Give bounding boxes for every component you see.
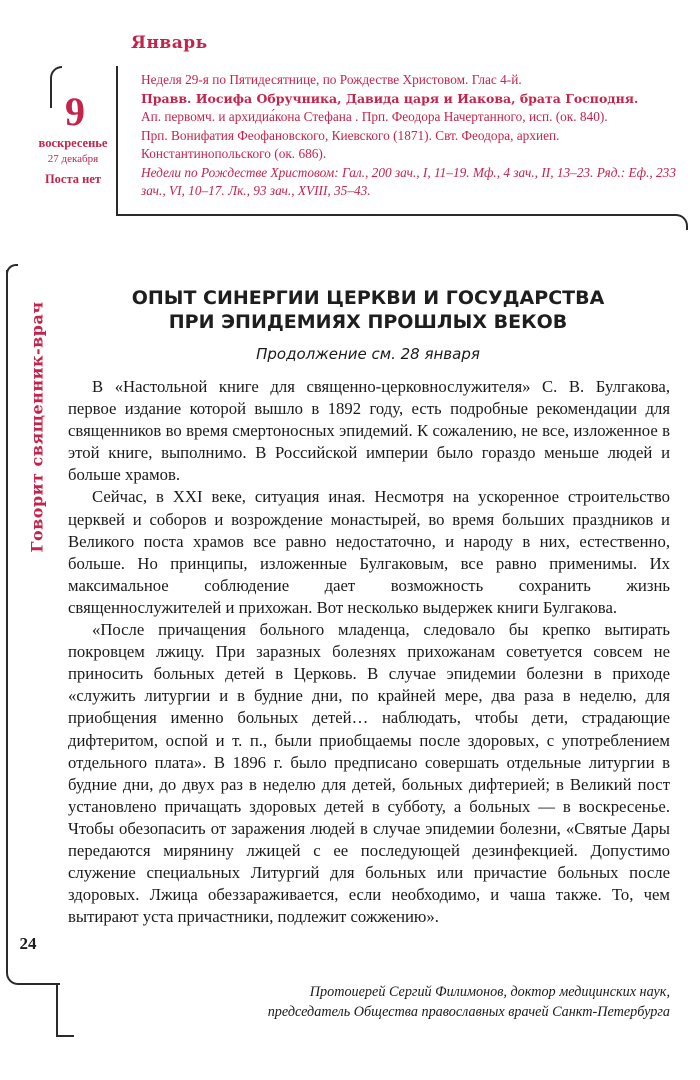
author-signature: [120, 983, 670, 1022]
old-style-date: 27 декабря: [47, 153, 99, 165]
frame-divider-horizontal: [116, 214, 676, 216]
side-frame-bottom: [6, 963, 60, 985]
article-title-line2: ПРИ ЭПИДЕМИЯХ ПРОШЛЫХ ВЕКОВ: [168, 311, 568, 333]
signature-line2: председатель Общества православных врачей Санкт-Петербурга: [267, 1003, 670, 1020]
article-paragraph: В «Настольной книге для священно-церковнослужителя» С. В. Булгакова, первое издание которой вышло в 1892 году, есть подробные рекомендации для священников во время смертоносных эпидемий. К сожалению, не все, изложенное в этой книге, выполнимо. В Российской империи было гораздо меньше людей и больше храмов.: [68, 377, 670, 485]
signature-line1: Протоиерей Сергий Филимонов, доктор медицинских наук,: [309, 984, 670, 1000]
side-frame-line-lower: [56, 983, 58, 1037]
side-frame-line: [6, 270, 8, 970]
side-frame-foot: [56, 1035, 74, 1037]
article-paragraph: «После причащения больного младенца, следовало бы крепко вытирать покровцем лжицу. При заразных болезнях прихожанам советуется совсем не приносить больных детей в Церковь. В случае эпидемии болезни в приходе «служить литургии и в будние дни, по крайней мере, два раза в неделю, для приобщения именно больных детей… наблюдать, чтобы дети, страдающие дифтеритом, оспой и т. п., были приобщаемы после здоровых, с употреблением отдельного плата». В 1896 г. было предписано совершать отдельные литургии в будние дни, до двух раз в неделю для детей, больных дифтерией; в Великий пост установлено причащать здоровых детей в субботу, а больных — в воскресенье. Чтобы обезопасить от заражения людей в случае эпидемии болезни, «Святые Дары передаются мирянину лжицей с ее последующей дезинфекцией. Допустимо служение специальных Литургий для больных или причастие больных после здоровых. Лжица обеззараживается, если необходимо, и чаша также. То, чем вытирают уста причастники, подлежит сожжению».: [68, 620, 670, 927]
article-title-line1: ОПЫТ СИНЕРГИИ ЦЕРКВИ И ГОСУДАРСТВА: [131, 287, 605, 309]
article-subtitle: Продолжение см. 28 января: [256, 345, 480, 363]
calendar-line-stephen: Ап. первомч. и архидиа́кона Стефана . Прп. Феодора Начертанного, исп. (ок. 840).: [141, 109, 608, 124]
weekday: воскресенье: [38, 136, 108, 150]
frame-divider-vertical: [116, 66, 118, 216]
day-number: 9: [65, 89, 85, 134]
section-label-vertical: [25, 297, 49, 557]
calendar-entries: [141, 71, 681, 201]
article-body: [68, 376, 670, 928]
calendar-line-saints: Правв. Иосифа Обручника, Давида царя и Иакова, брата Господня.: [141, 90, 639, 106]
section-label-text: Говорит священник-врач: [27, 301, 47, 553]
calendar-line-sunday: Неделя 29-я по Пятидесятнице, по Рождестве Христовом. Глас 4-й.: [141, 72, 522, 87]
month-heading: Январь: [131, 33, 208, 53]
fast-note: Поста нет: [44, 172, 102, 186]
article-title: [66, 286, 670, 334]
page-number: 24: [19, 934, 37, 953]
calendar-line-readings: Недели по Рождестве Христовом: Гал., 200 зач., I, 11–19. Мф., 4 зач., II, 13–23. Ряд.: Еф., 233 зач., VI, 10–17. Лк., 93 зач., XVIII, 35–43.: [141, 164, 676, 198]
frame-corner-right: [672, 214, 688, 230]
article-paragraph: Сейчас, в XXI веке, ситуация иная. Несмотря на ускоренное строительство церквей и соборов и возрождение монастырей, во время больших праздников и Великого поста храмов все равно недостаточно, и народу в них, естественно, больше. Но принципы, изложенные Булгаковым, все равно применимы. Их максимальное соблюдение дает возможность сохранить жизнь священнослужителей и прихожан. Вот несколько выдержек книги Булгакова.: [68, 487, 670, 617]
calendar-line-boniface: Прп. Вонифатия Феофановского, Киевского (1871). Свт. Феодора, архиеп. Константинопольского (ок. 686).: [141, 127, 560, 161]
